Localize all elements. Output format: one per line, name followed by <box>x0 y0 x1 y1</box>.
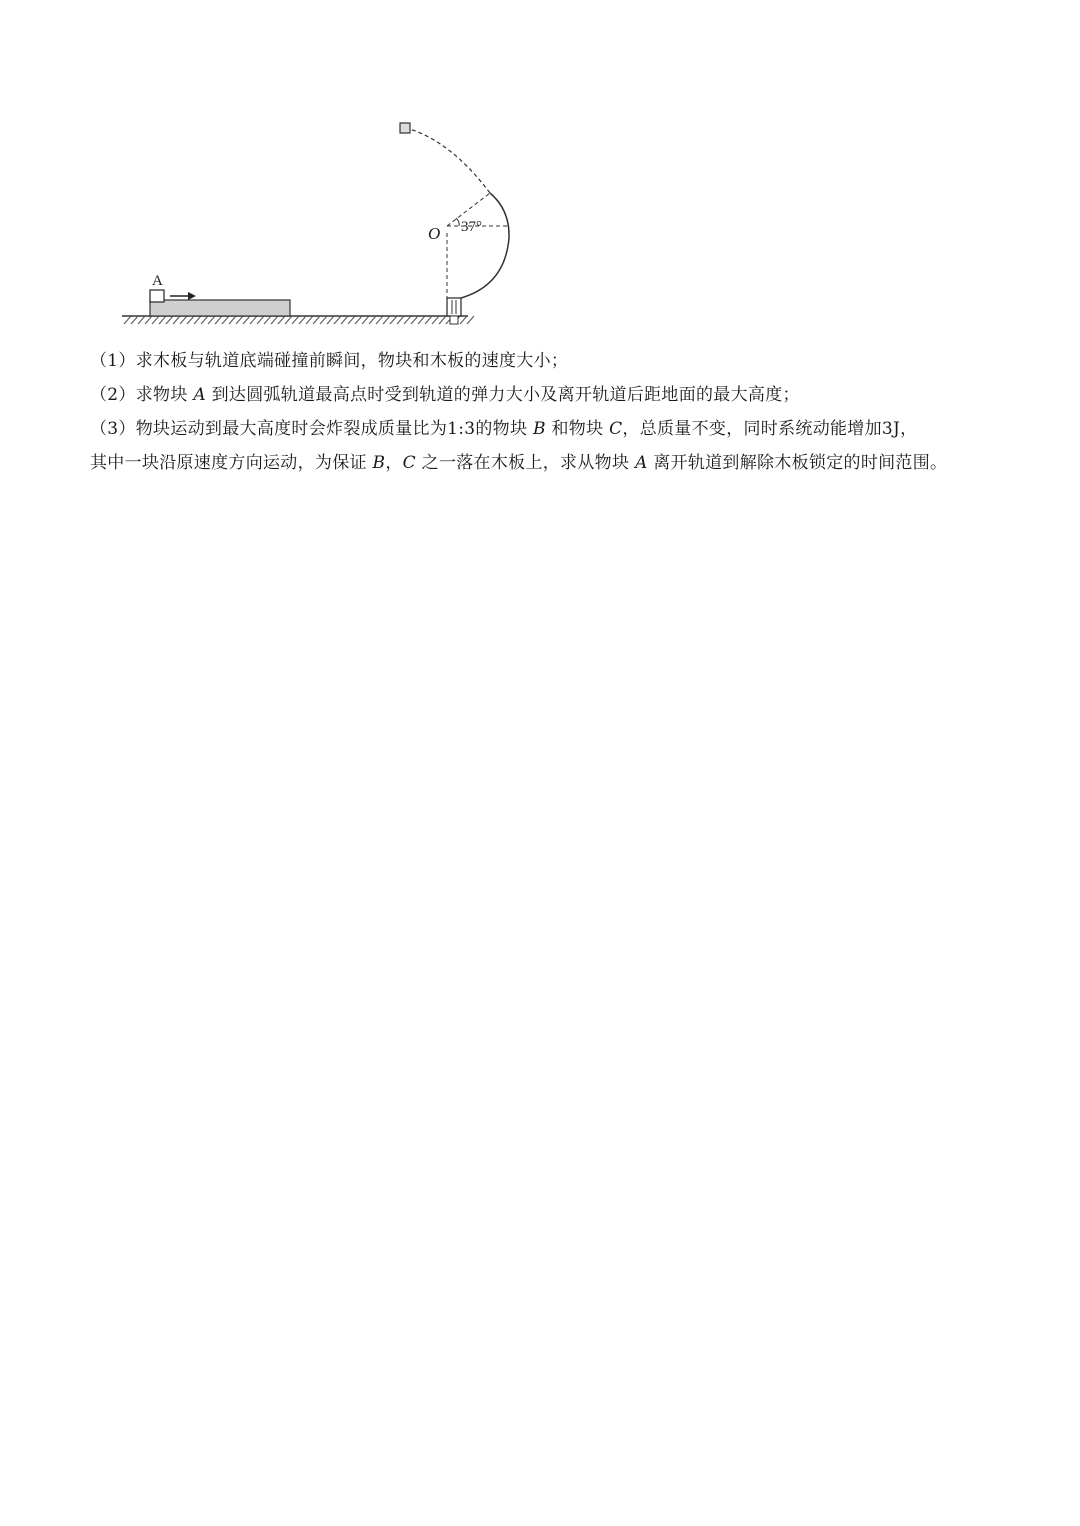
ground-hatch-line <box>383 316 390 324</box>
question-3-text-part: 物块运动到最大高度时会炸裂成质量比为1:3的物块 <box>135 419 533 439</box>
question-3-text-part: ， <box>385 453 403 473</box>
question-2 <box>90 382 800 408</box>
physics-diagram <box>110 110 540 335</box>
block-at-max-height <box>400 123 410 133</box>
ground-hatch-line <box>334 316 341 324</box>
ground-hatch-line <box>180 316 187 324</box>
ground-hatch-line <box>341 316 348 324</box>
ground-hatch-line <box>250 316 257 324</box>
ground-hatch-line <box>390 316 397 324</box>
ground-hatch-line <box>376 316 383 324</box>
ground-hatch-line <box>460 316 467 324</box>
question-3-number: （3） <box>90 419 136 439</box>
question-2-number: （2） <box>90 385 136 405</box>
ground-hatch-line <box>369 316 376 324</box>
ground-hatch-line <box>348 316 355 324</box>
question-1-number: （1） <box>90 351 136 371</box>
ground-hatch-line <box>201 316 208 324</box>
question-3-text-part: 和物块 <box>545 419 610 439</box>
ground-hatch-line <box>411 316 418 324</box>
ground-hatch-line <box>222 316 229 324</box>
ground-hatch-line <box>257 316 264 324</box>
question-3-line-2 <box>90 450 947 476</box>
ground-hatch-line <box>208 316 215 324</box>
ground-hatch-line <box>187 316 194 324</box>
question-3-line-1 <box>90 416 917 442</box>
question-3-text-part: 离开轨道到解除木板锁定的时间范围。 <box>647 453 948 473</box>
ground-hatch-line <box>264 316 271 324</box>
ground-hatch-line <box>236 316 243 324</box>
wooden-plank <box>150 300 290 316</box>
question-3-var-c: C <box>402 453 416 473</box>
ground-hatch-line <box>243 316 250 324</box>
ground-hatch-line <box>306 316 313 324</box>
ground-hatch-line <box>145 316 152 324</box>
question-3-text-part: 其中一块沿原速度方向运动，为保证 <box>90 453 373 473</box>
ground-hatch-line <box>285 316 292 324</box>
ground-hatch-line <box>271 316 278 324</box>
ground-hatch-line <box>138 316 145 324</box>
ground-hatch-line <box>397 316 404 324</box>
ground-hatch-line <box>229 316 236 324</box>
ground-hatch-line <box>278 316 285 324</box>
ground-hatch-line <box>355 316 362 324</box>
question-3-text-part: ，总质量不变，同时系统动能增加3J， <box>622 419 918 439</box>
block-a <box>150 290 164 302</box>
ground-hatch-line <box>320 316 327 324</box>
ground-hatch-line <box>292 316 299 324</box>
question-3-var-b: B <box>372 453 386 473</box>
ground-hatch-line <box>313 316 320 324</box>
ground-hatch-line <box>418 316 425 324</box>
projectile-path-dashed <box>406 128 490 193</box>
ground-hatch-line <box>327 316 334 324</box>
angle-label: 37° <box>461 219 482 235</box>
question-3-var-a: A <box>634 453 648 473</box>
ground-hatch-line <box>152 316 159 324</box>
angle-arc <box>456 218 459 226</box>
ground-hatch-line <box>404 316 411 324</box>
ground-hatch-line <box>166 316 173 324</box>
center-o-label: O <box>428 224 441 243</box>
ground-hatch-line <box>299 316 306 324</box>
ground-hatch-line <box>432 316 439 324</box>
question-2-text-part: 到达圆弧轨道最高点时受到轨道的弹力大小及离开轨道后距地面的最大高度； <box>205 385 800 405</box>
velocity-arrow-icon <box>170 292 196 300</box>
question-1-text: 求木板与轨道底端碰撞前瞬间，物块和木板的速度大小； <box>135 351 569 371</box>
ground-hatch-line <box>362 316 369 324</box>
ground-hatch-line <box>467 316 474 324</box>
question-3-var-b: B <box>532 419 546 439</box>
ground-hatch-line <box>425 316 432 324</box>
ground-hatch-line <box>215 316 222 324</box>
block-a-label: A <box>152 273 163 289</box>
question-2-text-part: 求物块 <box>135 385 194 405</box>
ground-hatch-line <box>159 316 166 324</box>
ground-hatch-line <box>173 316 180 324</box>
arc-track <box>461 193 509 298</box>
ground-hatch-line <box>124 316 131 324</box>
question-3-var-c: C <box>609 419 623 439</box>
ground <box>122 316 474 324</box>
question-3-text-part: 之一落在木板上，求从物块 <box>415 453 635 473</box>
question-2-var-a: A <box>193 385 206 405</box>
ground-hatch-line <box>131 316 138 324</box>
ground-hatch-line <box>439 316 446 324</box>
ground-hatch-line <box>194 316 201 324</box>
question-1 <box>90 348 568 374</box>
